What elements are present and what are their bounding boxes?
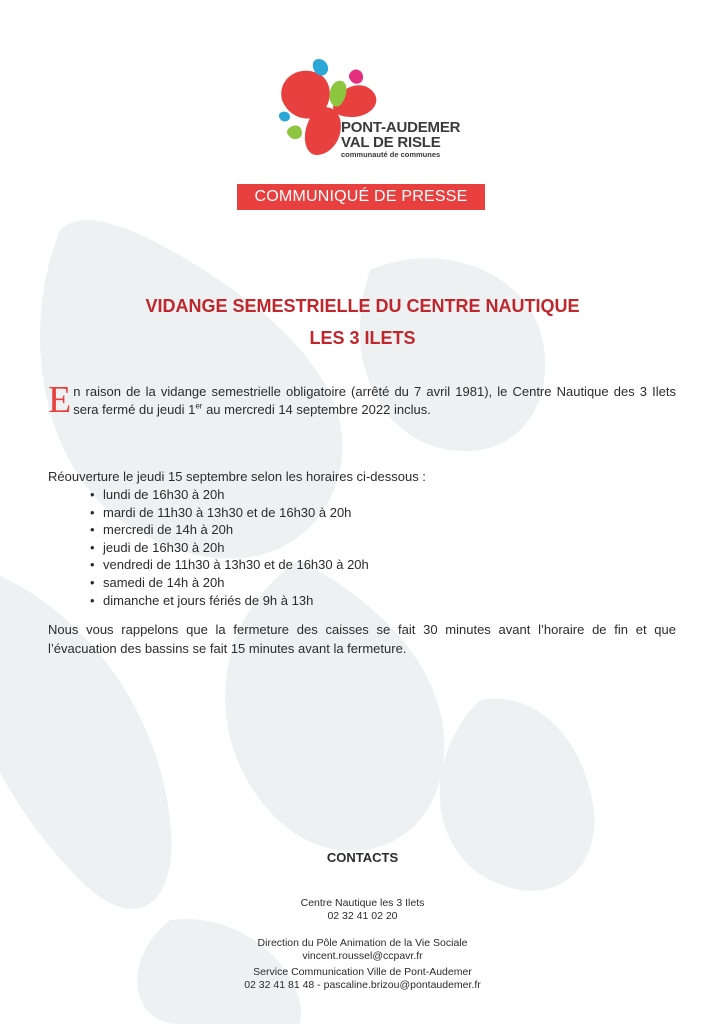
drop-cap: E [48, 379, 72, 421]
contact-social-direction [0, 937, 725, 963]
logo-petal-magenta [349, 69, 363, 83]
opening-hours-list [90, 486, 369, 609]
reminder-paragraph: Nous vous rappelons que la fermeture des caisses se fait 30 minutes avant l’horaire de fin et que l’évacuation des bassins se fait 15 minutes avant la fermeture. [48, 622, 676, 656]
list-item: • vendredi de 11h30 à 13h30 et de 16h30 à 20h [90, 556, 369, 574]
logo-line-1: PONT-AUDEMER [341, 119, 461, 136]
intro-text-2: au mercredi 14 septembre 2022 inclus. [202, 402, 431, 417]
headline-line-1: VIDANGE SEMESTRIELLE DU CENTRE NAUTIQUE [145, 296, 580, 316]
contact-phone-email: 02 32 41 81 48 - pascaline.brizou@pontaudemer.fr [244, 979, 481, 991]
contact-name: Centre Nautique les 3 Ilets [300, 897, 425, 909]
reopening-lead: Réouverture le jeudi 15 septembre selon les horaires ci-dessous : [48, 469, 426, 484]
list-item: • jeudi de 16h30 à 20h [90, 539, 369, 557]
headline-line-2: LES 3 ILETS [309, 328, 416, 348]
logo-line-2: VAL DE RISLE [341, 134, 441, 151]
list-item: • mardi de 11h30 à 13h30 et de 16h30 à 20h [90, 504, 369, 522]
contacts-heading: CONTACTS [326, 850, 399, 865]
contact-nautical-center [0, 897, 725, 923]
intro-superscript: er [195, 401, 203, 411]
contact-email: vincent.roussel@ccpavr.fr [302, 950, 423, 962]
intro-paragraph [48, 379, 676, 421]
contact-name: Service Communication Ville de Pont-Audemer [253, 966, 472, 978]
contact-communication-service [0, 966, 725, 992]
logo-petal-blue-small [279, 112, 290, 122]
list-item: • lundi de 16h30 à 20h [90, 486, 369, 504]
list-item: • mercredi de 14h à 20h [90, 521, 369, 539]
list-item: • samedi de 14h à 20h [90, 574, 369, 592]
intro-text-1: n raison de la vidange semestrielle obligatoire (arrêté du 7 avril 1981), le Centre Nautique des 3 Ilets sera fermé du jeudi 1 [73, 384, 676, 417]
contact-phone: 02 32 41 02 20 [327, 910, 398, 922]
logo-line-3: communauté de communes [341, 150, 441, 159]
press-release-banner: COMMUNIQUÉ DE PRESSE [237, 184, 485, 210]
list-item: • dimanche et jours fériés de 9h à 13h [90, 592, 369, 610]
contact-name: Direction du Pôle Animation de la Vie Sociale [257, 937, 468, 949]
logo-wordmark [341, 120, 460, 159]
logo-petal-green-small [287, 126, 302, 140]
